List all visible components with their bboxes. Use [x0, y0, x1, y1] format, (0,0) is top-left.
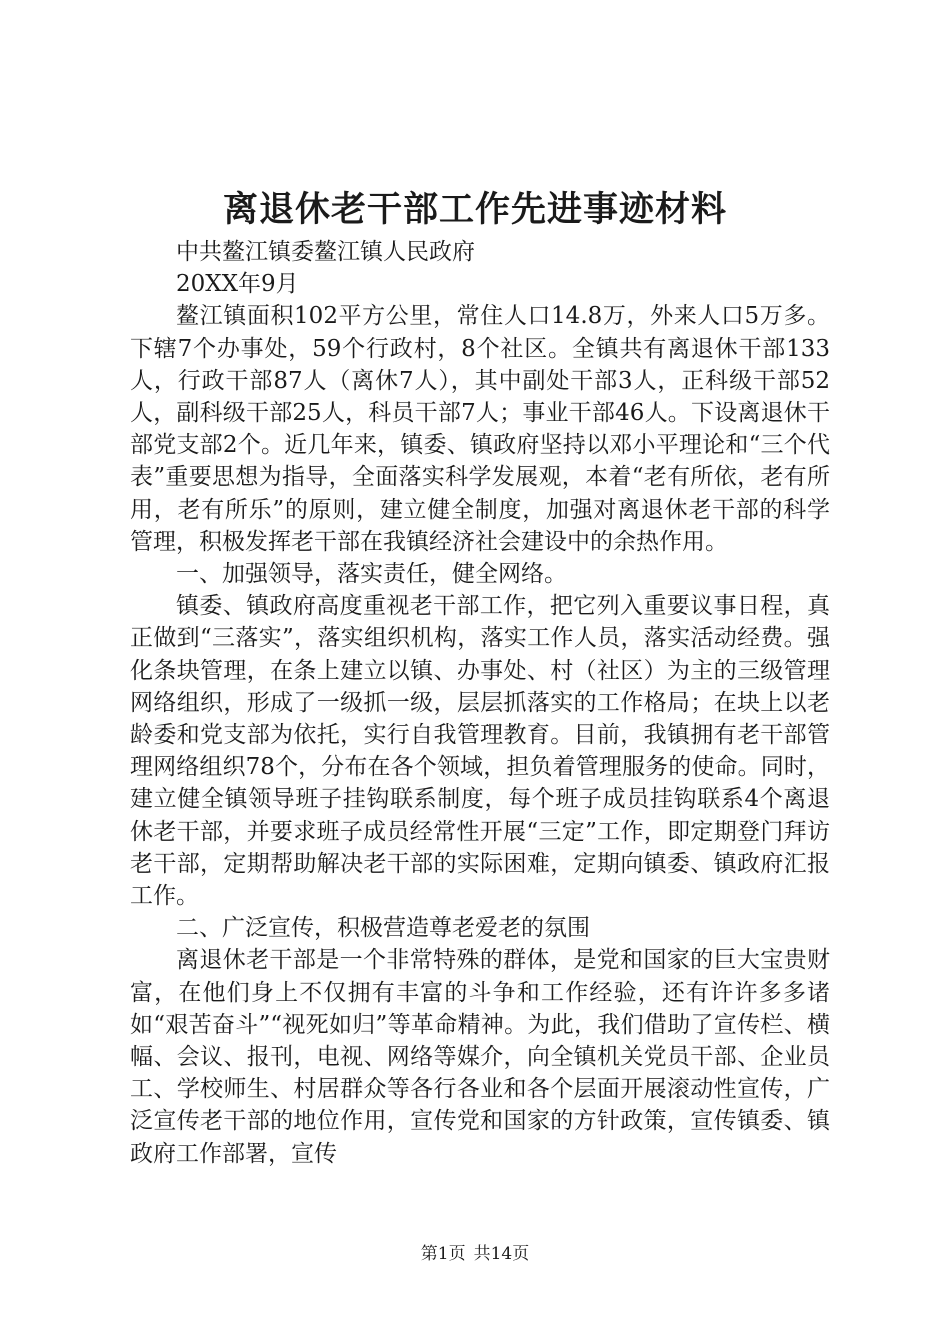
author-line: 中共鳌江镇委鳌江镇人民政府 — [176, 239, 475, 265]
page-number: 第1页 — [420, 1244, 466, 1264]
page-footer — [0, 1243, 950, 1265]
body-paragraph: 镇委、镇政府高度重视老干部工作，把它列入重要议事日程，真正做到“三落实”，落实组织机构，落实工作人员，落实活动经费。强化条块管理，在条上建立以镇、办事处、村（社区）为主的三级管理网络组织，形成了一级抓一级，层层抓落实的工作格局；在块上以老龄委和党支部为依托，实行自我管理教育。目前，我镇拥有老干部管理网络组织78个，分布在各个领域，担负着管理服务的使命。同时，建立健全镇领导班子挂钩联系制度，每个班子成员挂钩联系4个离退休老干部，并要求班子成员经常性开展“三定”工作，即定期登门拜访老干部，定期帮助解决老干部的实际困难，定期向镇委、镇政府汇报工作。 — [130, 593, 830, 910]
section-heading: 二、广泛宣传，积极营造尊老爱老的氛围 — [176, 915, 590, 942]
document-body — [130, 236, 830, 1170]
date-line: 20XX年9月 — [176, 271, 299, 298]
section-heading: 一、加强领导，落实责任，健全网络。 — [176, 561, 567, 588]
body-paragraph: 鳌江镇面积102平方公里，常住人口14.8万，外来人口5万多。下辖7个办事处，59个行政村，8个社区。全镇共有离退休干部133人，行政干部87人（离休7人），其中副处干部3人，正科级干部52人，副科级干部25人，科员干部7人；事业干部46人。下设离退休干部党支部2个。近几年来，镇委、镇政府坚持以邓小平理论和“三个代表”重要思想为指导，全面落实科学发展观，本着“老有所依，老有所用，老有所乐”的原则，建立健全制度，加强对离退休老干部的科学管理，积极发挥老干部在我镇经济社会建设中的余热作用。 — [130, 303, 830, 555]
body-paragraph: 离退休老干部是一个非常特殊的群体，是党和国家的巨大宝贵财富，在他们身上不仅拥有丰富的斗争和工作经验，还有许许多多诸如“艰苦奋斗”“视死如归”等革命精神。为此，我们借助了宣传栏、横幅、会议、报刊，电视、网络等媒介，向全镇机关党员干部、企业员工、学校师生、村居群众等各行各业和各个层面开展滚动性宣传，广泛宣传老干部的地位作用，宣传党和国家的方针政策，宣传镇委、镇政府工作部署，宣传 — [130, 947, 830, 1167]
document-title: 离退休老干部工作先进事迹材料 — [222, 189, 727, 230]
page-total: 共14页 — [473, 1244, 530, 1264]
